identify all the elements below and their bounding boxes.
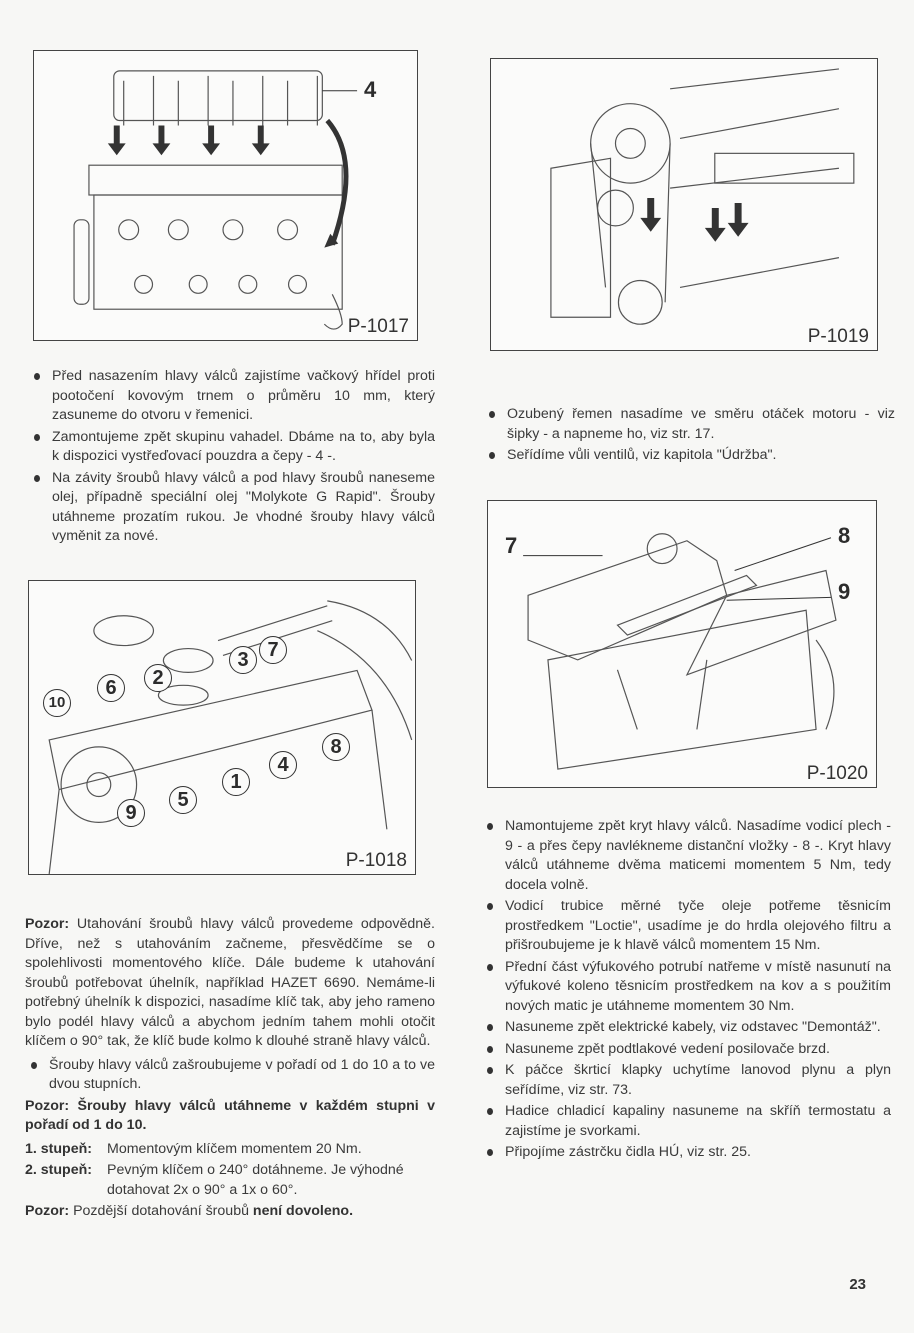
- bullet-item: Zamontujeme zpět skupinu vahadel. Dbáme na to, aby byla k dispozici vystřeďovací pouzdra a čepy - 4 -.: [30, 428, 435, 467]
- warning-text: Utahování šroubů hlavy válců provedeme odpovědně. Dříve, než s utahováním začneme, přesvědčíme se o spolehlivosti momentového klíče. Dále budeme k utahování šroubů potřebovat úhelník, například HAZET 6690. Nemáme-li potřebný úhelník k dispozici, nasadíme klíč tak, aby jeho rameno bylo podél hlavy válců a abychom jedním tahem mohli otočit klíčem o 90° tak, že klíč bude kolmo k dlouhé straně hlavy válců.: [25, 916, 435, 1049]
- bullet-item: Před nasazením hlavy válců zajistíme vačkový hřídel proti pootočení kovovým trnem o průměru 10 mm, který zasuneme do otvoru v řemenici.: [30, 367, 435, 426]
- step-text: Pevným klíčem o 240° dotáhneme. Je výhodné dotahovat 2x o 90° a 1x o 60°.: [107, 1162, 404, 1198]
- bullet-item: K páčce škrticí klapky uchytíme lanovod plynu a plyn seřídíme, viz str. 73.: [483, 1061, 891, 1100]
- illustration-rocker-assembly: [34, 51, 417, 340]
- warning-emphasis: není dovoleno.: [252, 1203, 354, 1219]
- bullet-item: Ozubený řemen nasadíme ve směru otáček motoru - viz šipky - a napneme ho, viz str. 17.: [485, 405, 895, 444]
- step-2: [25, 1161, 435, 1200]
- figure-p1019: [490, 58, 878, 351]
- warning-label: Pozor:: [25, 1097, 70, 1114]
- step-key: 2. stupeň:: [25, 1162, 93, 1178]
- callout-4: 4: [269, 751, 297, 779]
- bullet-item: Šrouby hlavy válců zašroubujeme v pořadí od 1 do 10 a to ve dvou stupních.: [27, 1056, 435, 1095]
- figure-label: P-1018: [345, 850, 407, 871]
- warning-paragraph: [25, 1202, 435, 1222]
- figure-p1018: [28, 580, 416, 875]
- figure-label: P-1017: [347, 316, 409, 337]
- step-text: Momentovým klíčem momentem 20 Nm.: [107, 1140, 362, 1157]
- bullet-item: Na závity šroubů hlavy válců a pod hlavy šroubů naneseme olej, případně speciální olej "Molykote G Rapid". Šrouby utáhneme prozatím rukou. Je vhodné šrouby hlavy válců vyměnit za nové.: [30, 469, 435, 547]
- bullet-item: Nasuneme zpět podtlakové vedení posilovače brzd.: [483, 1040, 891, 1060]
- step-key: 1. stupeň:: [25, 1140, 93, 1157]
- warning-label: Pozor:: [25, 916, 70, 932]
- bullet-item: Nasuneme zpět elektrické kabely, viz odstavec "Demontáž".: [483, 1018, 891, 1038]
- illustration-head-bolt-sequence: [29, 581, 415, 874]
- left-bottom-instructions: [25, 915, 435, 1226]
- figure-p1020: [487, 500, 877, 788]
- callout-7: 7: [259, 636, 287, 664]
- warning-label: Pozor:: [25, 1203, 70, 1219]
- callout-8: 8: [838, 523, 851, 548]
- warning-paragraph: [25, 915, 435, 1052]
- step-1: [25, 1140, 435, 1160]
- bullet-item: Připojíme zástrčku čidla HÚ, viz str. 25.: [483, 1143, 891, 1163]
- callout-9: 9: [838, 579, 851, 604]
- warning-text: Šrouby hlavy válců utáhneme v každém stupni v pořadí od 1 do 10.: [25, 1097, 435, 1133]
- right-bottom-instructions: [483, 817, 891, 1165]
- bullet-item: Hadice chladicí kapaliny nasuneme na skříň termostatu a zajistíme je svorkami.: [483, 1102, 891, 1141]
- right-top-instructions: [485, 405, 895, 468]
- warning-paragraph: [25, 1097, 435, 1136]
- illustration-timing-belt: [491, 59, 877, 350]
- warning-text: Pozdější dotahování šroubů: [69, 1203, 253, 1219]
- callout-5: 5: [169, 786, 197, 814]
- bullet-item: Vodicí trubice měrné tyče oleje potřeme těsnicím prostředkem "Loctie", usadíme je do hrdla olejového filtru a přišroubujeme je k hlavě válců momentem 15 Nm.: [483, 897, 891, 956]
- page-number: 23: [849, 1276, 866, 1293]
- callout-10: 10: [43, 689, 71, 717]
- callout-8: 8: [322, 733, 350, 761]
- bullet-item: Namontujeme zpět kryt hlavy válců. Nasadíme vodicí plech - 9 - a přes čepy navlékneme distanční vložky - 8 -. Kryt hlavy válců utáhneme dvěma maticemi momentem 5 Nm, tedy docela volně.: [483, 817, 891, 895]
- callout-2: 2: [144, 664, 172, 692]
- illustration-valve-cover: [488, 501, 876, 787]
- figure-p1017: [33, 50, 418, 341]
- bullet-item: Přední část výfukového potrubí natřeme v místě nasunutí na výfukové koleno těsnicím prostředkem na kov a s použitím nových matic je utáhneme momentem 30 Nm.: [483, 958, 891, 1017]
- callout-1: 1: [222, 768, 250, 796]
- bullet-item: Seřídíme vůli ventilů, viz kapitola "Údržba".: [485, 446, 895, 466]
- figure-label: P-1020: [806, 763, 868, 784]
- callout-6: 6: [97, 674, 125, 702]
- callout-3: 3: [229, 646, 257, 674]
- callout-9: 9: [117, 799, 145, 827]
- figure-label: P-1019: [807, 326, 869, 347]
- callout-7: 7: [505, 533, 518, 558]
- callout-4: 4: [364, 77, 377, 102]
- left-top-instructions: [30, 367, 435, 549]
